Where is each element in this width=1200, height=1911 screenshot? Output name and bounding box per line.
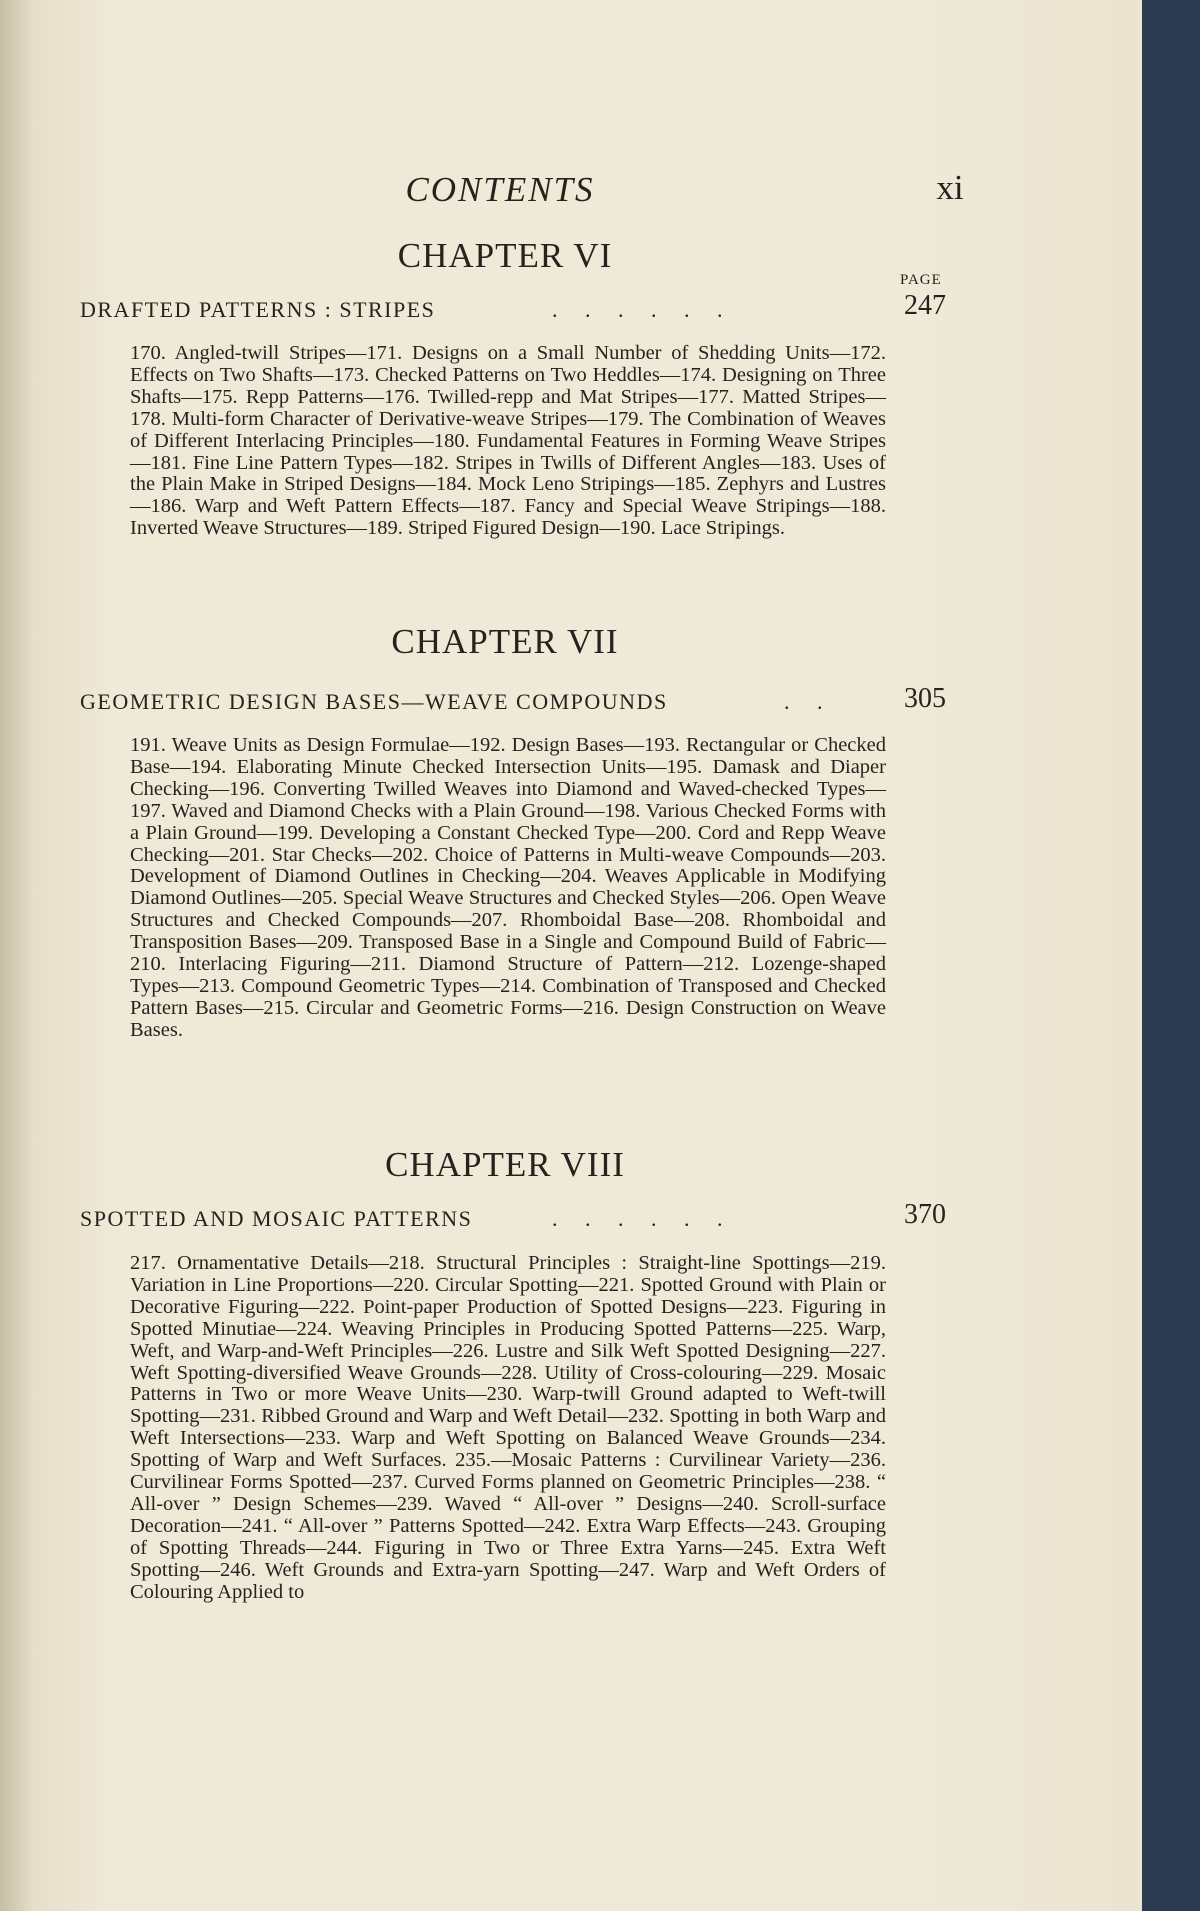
chapter-page-number: 247 [904,290,946,321]
chapter-title: GEOMETRIC DESIGN BASES—WEAVE COMPOUNDS [80,689,668,714]
dot-leader: . . . . . . [552,1206,723,1231]
dot-leader: . . [784,689,823,714]
chapter-contents: 191. Weave Units as Design Formulae—192. Design Bases—193. Rectangular or Checked Base—194. Elaborating Minute Checked Intersection Units—195. Damask and Diaper Checking—196. Converting Twilled Weaves into Diamond and Waved-checked Types—197. Waved and Diamond Checks with a Plain Ground—198. Various Checked Forms with a Plain Ground—199. Developing a Constant Checked Type—200. Cord and Repp Weave Checking—201. Star Checks—202. Choice of Patterns in Multi-weave Compounds—203. Development of Diamond Outlines in Checking—204. Weaves Applicable in Modifying Diamond Outlines—205. Special Weave Structures and Checked Styles—206. Open Weave Structures and Checked Compounds—207. Rhomboidal Base—208. Rhomboidal and Transposition Bases—209. Transposed Base in a Single and Compound Build of Fabric—210. Interlacing Figuring—211. Diamond Structure of Pattern—212. Lozenge-shaped Types—213. Compound Geometric Types—214. Combination of Transposed and Checked Pattern Bases—215. Circular and Geometric Forms—216. Design Construction on Weave Bases. [130,734,886,1041]
chapter-contents: 217. Ornamentative Details—218. Structural Principles : Straight-line Spottings—219. Variation in Line Proportions—220. Circular Spotting—221. Spotted Ground with Plain or Decorative Figuring—222. Point-paper Production of Spotted Designs—223. Figuring in Spotted Minutiae—224. Weaving Principles in Producing Spotted Patterns—225. Warp, Weft, and Warp-and-Weft Principles—226. Lustre and Silk Weft Spotted Designing—227. Weft Spotting-diversified Weave Grounds—228. Utility of Cross-colouring—229. Mosaic Patterns in Two or more Weave Units—230. Warp-twill Ground adapted to Weft-twill Spotting—231. Ribbed Ground and Warp and Weft Detail—232. Spotting in both Warp and Weft Intersections—233. Warp and Weft Spotting on Balanced Weave Grounds—234. Spotting of Warp and Weft Surfaces. 235.—Mosaic Patterns : Curvilinear Variety—236. Curvilinear Forms Spotted—237. Curved Forms planned on Geometric Principles—238. “ All-over ” Design Schemes—239. Waved “ All-over ” Designs—240. Scroll-surface Decoration—241. “ All-over ” Patterns Spotted—242. Extra Warp Effects—243. Grouping of Spotting Threads—244. Figuring in Two or Three Extra Yarns—245. Extra Weft Spotting—246. Weft Grounds and Extra-yarn Spotting—247. Warp and Weft Orders of Colouring Applied to [130,1252,886,1603]
chapter-page-number: 370 [904,1199,946,1230]
page-numeral: xi [936,168,964,207]
chapter-heading: CHAPTER VI [397,236,613,275]
running-head: CONTENTS [405,170,595,209]
chapter-page-number: 305 [904,683,946,714]
chapter-title: SPOTTED AND MOSAIC PATTERNS [80,1206,473,1231]
chapter-heading: CHAPTER VII [391,622,619,661]
page-column-label: PAGE [900,272,942,288]
dot-leader: . . . . . . [552,297,723,322]
chapter-contents: 170. Angled-twill Stripes—171. Designs on a Small Number of Shedding Units—172. Effects on Two Shafts—173. Checked Patterns on Two Heddles—174. Designing on Three Shafts—175. Repp Patterns—176. Twilled-repp and Mat Stripes—177. Matted Stripes—178. Multi-form Character of Derivative-weave Stripes—179. The Combination of Weaves of Different Interlacing Principles—180. Fundamental Features in Forming Weave Stripes—181. Fine Line Pattern Types—182. Stripes in Twills of Different Angles—183. Uses of the Plain Make in Striped Designs—184. Mock Leno Stripings—185. Zephyrs and Lustres—186. Warp and Weft Pattern Effects—187. Fancy and Special Weave Stripings—188. Inverted Weave Structures—189. Striped Figured Design—190. Lace Stripings. [130,342,886,540]
chapter-heading: CHAPTER VIII [385,1145,625,1184]
chapter-title: DRAFTED PATTERNS : STRIPES [80,297,436,322]
